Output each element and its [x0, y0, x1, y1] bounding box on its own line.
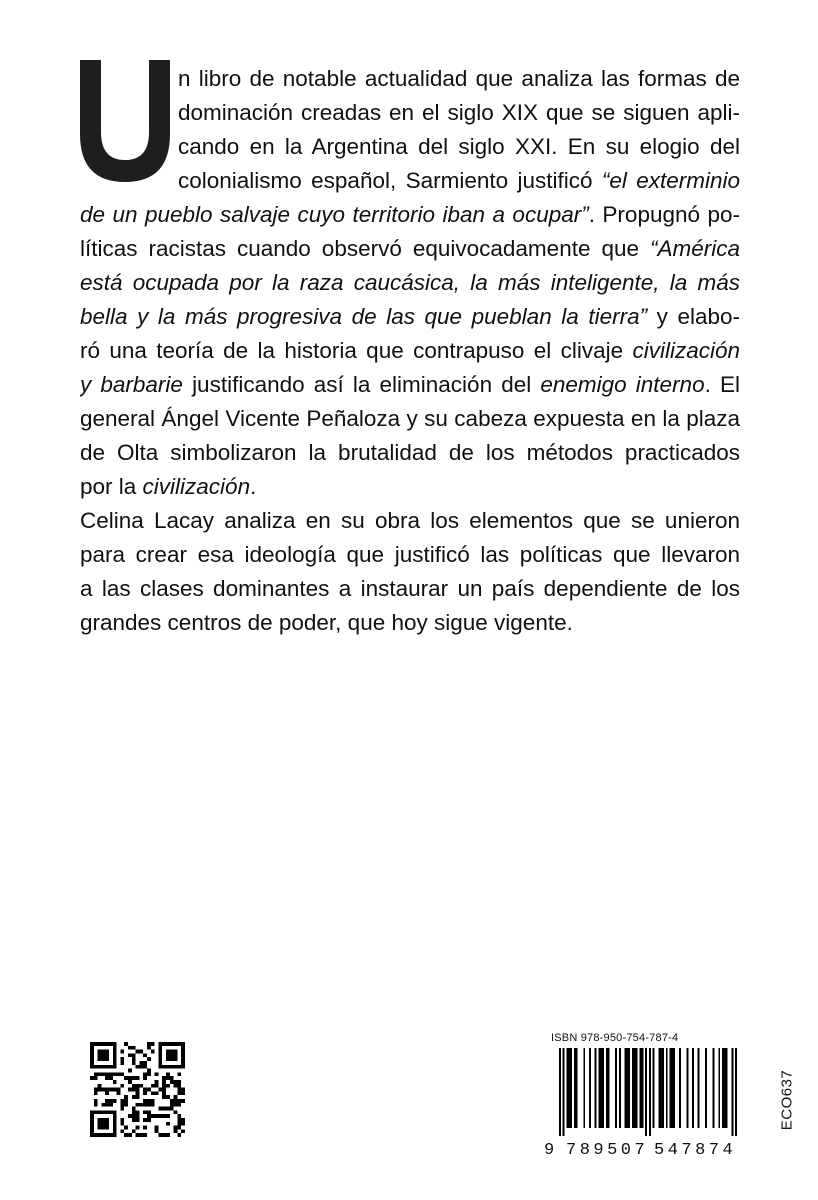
barcode-bar — [726, 1048, 728, 1128]
barcode-digits — [544, 1141, 740, 1165]
barcode-bar — [658, 1048, 660, 1128]
barcode-bar — [679, 1048, 681, 1128]
text-line: grandes centros de poder, que hoy sigue vigente. — [80, 610, 573, 635]
barcode-right-group: 547874 — [654, 1141, 737, 1160]
text-line: n libro de notable actualidad que analiza las formas de — [178, 66, 740, 91]
barcode-bar — [634, 1048, 636, 1128]
qr-code-icon — [90, 1042, 185, 1137]
barcode-bar — [606, 1048, 608, 1128]
barcode-bar — [671, 1048, 673, 1128]
text-line: líticas racistas cuando observó equivocadamente que “América — [80, 236, 740, 261]
drop-cap-letter — [80, 60, 170, 182]
drop-cap-u-shape — [80, 60, 170, 182]
barcode-bar — [666, 1048, 668, 1128]
barcode-bar — [563, 1048, 565, 1136]
barcode-bar — [626, 1048, 628, 1128]
text-line: bella y la más progresiva de las que pueblan la tierra” y elabo- — [80, 304, 740, 329]
barcode-bar — [559, 1048, 561, 1136]
catalog-code: ECO637 — [778, 1069, 796, 1131]
barcode-bar — [628, 1048, 630, 1128]
text-line: dominación creadas en el siglo XIX que se siguen apli- — [178, 100, 740, 125]
text-line: por la civilización. — [80, 474, 257, 499]
text-line: de Olta simbolizaron la brutalidad de los métodos practicados — [80, 440, 740, 465]
barcode-bar — [640, 1048, 642, 1128]
barcode-bar — [673, 1048, 675, 1128]
text-line: a las clases dominantes a instaurar un país dependiente de los — [80, 576, 740, 601]
text-line: está ocupada por la raza caucásica, la más inteligente, la más — [80, 270, 740, 295]
barcode-bar — [724, 1048, 726, 1128]
barcode-bar — [566, 1048, 568, 1128]
text-line: general Ángel Vicente Peñaloza y su cabeza expuesta en la plaza — [80, 406, 740, 431]
barcode-bar — [568, 1048, 570, 1128]
barcode-bar — [632, 1048, 634, 1128]
barcode-bar — [713, 1048, 715, 1128]
text-line: para crear esa ideología que justificó las políticas que llevaron — [80, 542, 740, 567]
barcode-bar — [731, 1048, 733, 1136]
barcode-bar — [722, 1048, 724, 1128]
text-line: de un pueblo salvaje cuyo territorio iban a ocupar”. Propugnó po- — [80, 202, 740, 227]
barcode-bar — [735, 1048, 737, 1136]
barcode-bar — [698, 1048, 700, 1128]
barcode-bar — [574, 1048, 576, 1128]
barcode-bar — [670, 1048, 672, 1128]
barcode-bar — [692, 1048, 694, 1128]
barcode-bar — [649, 1048, 651, 1136]
barcode-bar — [636, 1048, 638, 1128]
barcode-bar — [570, 1048, 572, 1128]
barcode-bar — [576, 1048, 578, 1128]
barcode-bar — [583, 1048, 585, 1128]
text-line: Celina Lacay analiza en su obra los elementos que se unieron — [80, 508, 740, 533]
text-line: ró una teoría de la historia que contrapuso el clivaje civilización — [80, 338, 740, 363]
barcode-bar — [718, 1048, 720, 1128]
barcode — [559, 1048, 737, 1136]
barcode-bar — [660, 1048, 662, 1128]
barcode-left-group: 789507 — [566, 1141, 649, 1160]
barcode-bar — [598, 1048, 600, 1128]
barcode-bar — [615, 1048, 617, 1128]
text-line: cando en la Argentina del siglo XXI. En su elogio del — [178, 134, 740, 159]
isbn-label: ISBN 978-950-754-787-4 — [551, 1032, 679, 1044]
barcode-bar — [608, 1048, 610, 1128]
barcode-bar — [653, 1048, 655, 1128]
barcode-bar — [625, 1048, 627, 1128]
barcode-bar — [600, 1048, 602, 1128]
barcode-bar — [686, 1048, 688, 1128]
barcode-bar — [595, 1048, 597, 1128]
text-line: colonialismo español, Sarmiento justificó “el exterminio — [178, 168, 740, 193]
barcode-bar — [705, 1048, 707, 1128]
barcode-bar — [589, 1048, 591, 1128]
barcode-bar — [662, 1048, 664, 1128]
barcode-bar — [641, 1048, 643, 1128]
barcode-first-digit: 9 — [544, 1141, 558, 1160]
barcode-bar — [602, 1048, 604, 1128]
text-line: y barbarie justificando así la eliminación del enemigo interno. El — [80, 372, 740, 397]
barcode-bar — [645, 1048, 647, 1136]
barcode-bar — [619, 1048, 621, 1128]
